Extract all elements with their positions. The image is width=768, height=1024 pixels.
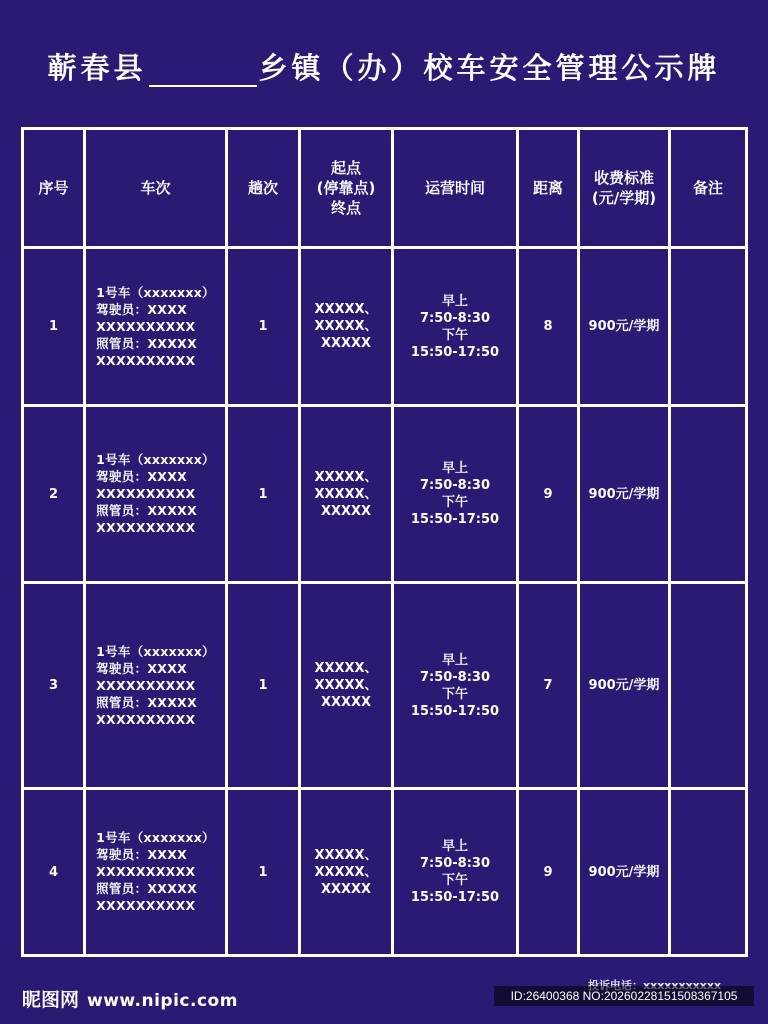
table-row xyxy=(24,790,748,957)
header-distance: 距离 xyxy=(519,130,580,249)
cell-vehicle-wrap xyxy=(86,790,228,957)
header-vehicle: 车次 xyxy=(86,130,228,249)
cell-distance: 8 xyxy=(519,249,580,407)
watermark-logo-text: 昵图网 xyxy=(22,989,80,1011)
cell-hours: 早上 7:50-8:30 下午 15:50-17:50 xyxy=(394,407,519,584)
cell-trips: 1 xyxy=(228,249,301,407)
cell-trips: 1 xyxy=(228,584,301,790)
cell-vehicle-wrap xyxy=(86,249,228,407)
header-remark: 备注 xyxy=(671,130,748,249)
watermark-url: www.nipic.com xyxy=(87,991,238,1011)
cell-fee: 900元/学期 xyxy=(580,584,671,790)
header-hours: 运营时间 xyxy=(394,130,519,249)
cell-distance: 9 xyxy=(519,407,580,584)
cell-fee: 900元/学期 xyxy=(580,249,671,407)
cell-remark xyxy=(671,790,748,957)
bus-schedule-table xyxy=(21,127,748,957)
cell-stops: XXXXX、 XXXXX、 XXXXX xyxy=(301,407,394,584)
cell-stops: XXXXX、 XXXXX、 XXXXX xyxy=(301,249,394,407)
cell-trips: 1 xyxy=(228,790,301,957)
cell-fee: 900元/学期 xyxy=(580,790,671,957)
title-prefix: 蕲春县 xyxy=(47,51,147,85)
cell-vehicle: 1号车（xxxxxxx） 驾驶员：XXXX XXXXXXXXXX 照管员：XXXXX XXXXXXXXXX xyxy=(96,830,215,913)
cell-fee: 900元/学期 xyxy=(580,407,671,584)
cell-stops: XXXXX、 XXXXX、 XXXXX xyxy=(301,790,394,957)
header-no: 序号 xyxy=(24,130,86,249)
header-trips: 趟次 xyxy=(228,130,301,249)
table-row xyxy=(24,249,748,407)
cell-no: 3 xyxy=(24,584,86,790)
cell-vehicle: 1号车（xxxxxxx） 驾驶员：XXXX XXXXXXXXXX 照管员：XXXXX XXXXXXXXXX xyxy=(96,452,215,535)
cell-hours: 早上 7:50-8:30 下午 15:50-17:50 xyxy=(394,584,519,790)
cell-hours: 早上 7:50-8:30 下午 15:50-17:50 xyxy=(394,790,519,957)
cell-vehicle-wrap xyxy=(86,584,228,790)
cell-no: 4 xyxy=(24,790,86,957)
title-suffix: 乡镇（办）校车安全管理公示牌 xyxy=(258,51,721,85)
cell-no: 2 xyxy=(24,407,86,584)
header-fee: 收费标准 (元/学期) xyxy=(580,130,671,249)
cell-remark xyxy=(671,249,748,407)
cell-stops: XXXXX、 XXXXX、 XXXXX xyxy=(301,584,394,790)
cell-no: 1 xyxy=(24,249,86,407)
table-row xyxy=(24,584,748,790)
watermark-logo xyxy=(22,985,238,1012)
cell-distance: 9 xyxy=(519,790,580,957)
table-header-row xyxy=(24,130,748,249)
table-row xyxy=(24,407,748,584)
cell-vehicle-wrap xyxy=(86,407,228,584)
cell-trips: 1 xyxy=(228,407,301,584)
page-title xyxy=(0,46,768,87)
cell-distance: 7 xyxy=(519,584,580,790)
cell-vehicle: 1号车（xxxxxxx） 驾驶员：XXXX XXXXXXXXXX 照管员：XXXXX XXXXXXXXXX xyxy=(96,284,215,368)
image-id-bar: ID:26400368 NO:20260228151508367105 xyxy=(494,986,754,1006)
cell-remark xyxy=(671,584,748,790)
cell-vehicle: 1号车（xxxxxxx） 驾驶员：XXXX XXXXXXXXXX 照管员：XXXXX XXXXXXXXXX xyxy=(96,643,215,727)
cell-remark xyxy=(671,407,748,584)
title-blank-line xyxy=(149,59,257,87)
cell-hours: 早上 7:50-8:30 下午 15:50-17:50 xyxy=(394,249,519,407)
header-stops: 起点 (停靠点) 终点 xyxy=(301,130,394,249)
